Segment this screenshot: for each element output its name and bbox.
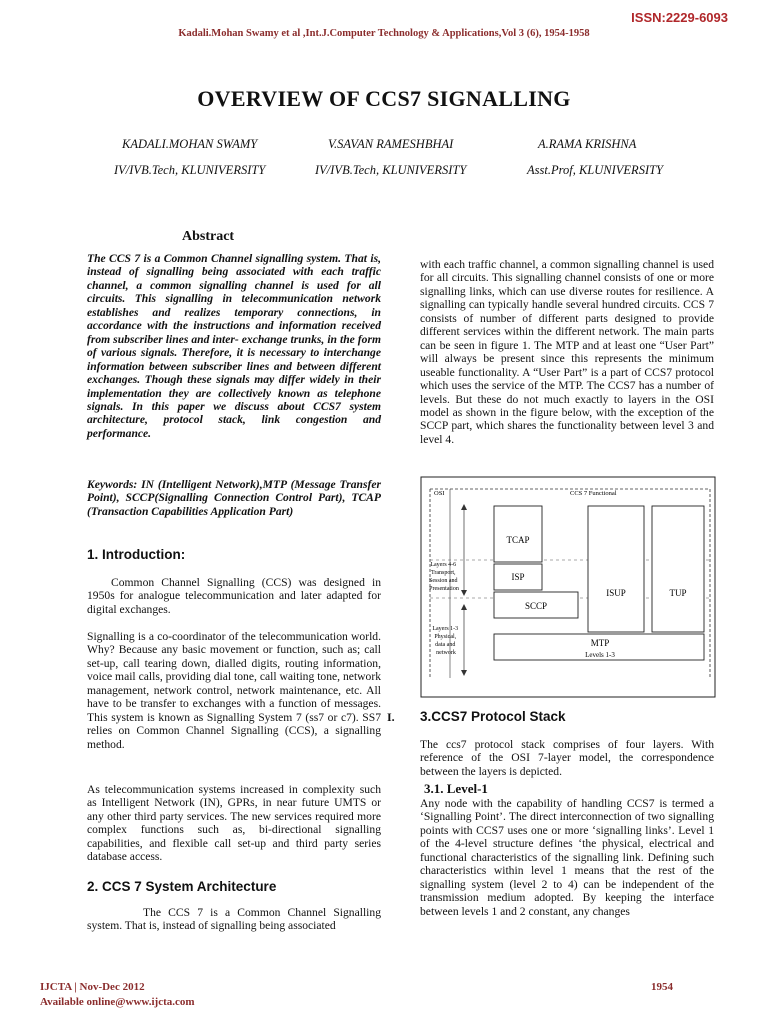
- section3-roman-numeral: I.: [387, 710, 395, 724]
- author-affiliation-1: IV/IVB.Tech, KLUNIVERSITY: [114, 163, 266, 177]
- layers13-line-3: data and: [435, 642, 456, 648]
- section2-heading: 2. CCS 7 System Architecture: [87, 879, 277, 894]
- tcap-box: [494, 506, 542, 562]
- abstract-text: The CCS 7 is a Common Channel signalling system. That is, instead of signalling being associated with each traffic channel, a common signalling channel is used for all circuits. This signalling in telecommunication network establishes and realizes temporary connections, in accordance with the instructions and information received from subscriber lines and inter- exchange trunks, in the form of various signals. Therefore, it is necessary to interchange information between subscriber lines and between different exchanges. Though these signals may differ widely in their implementation they are collectively known as telephone signals. In this paper we discuss about CCS7 system architecture, protocol stack, link congestion and performance.: [87, 252, 381, 440]
- paper-title: OVERVIEW OF CCS7 SIGNALLING: [197, 86, 571, 111]
- ccs7-osi-figure: [420, 476, 716, 698]
- layers46-line-1: Layers 4-6: [430, 562, 457, 568]
- footer-journal: IJCTA | Nov-Dec 2012: [40, 981, 145, 993]
- ccs7-functional-label: CCS 7 Functional: [570, 490, 617, 497]
- isup-box: [588, 506, 644, 632]
- mtp-levels-label: Levels 1-3: [585, 651, 615, 659]
- layers46-line-3: Session and: [429, 578, 458, 584]
- layers46-line-4: Presentation: [429, 586, 459, 592]
- sccp-label: SCCP: [524, 601, 548, 611]
- layers13-line-4: network: [436, 650, 456, 656]
- author-name-2: V.SAVAN RAMESHBHAI: [328, 137, 454, 151]
- intro-paragraph-3: As telecommunication systems increased in complexity such as Intelligent Network (IN), GPRs, in near future UMTS or any other third party services. The new services required more complex functions such as, bi-directional signalling capabilities, and flexible call set-up and third party series database access.: [87, 783, 381, 864]
- author-name-3: A.RAMA KRISHNA: [538, 137, 637, 151]
- tcap-label: TCAP: [506, 535, 530, 545]
- mtp-label: MTP: [590, 638, 610, 648]
- layers13-line-2: Physical,: [434, 634, 457, 640]
- author-affiliation-2: IV/IVB.Tech, KLUNIVERSITY: [315, 163, 467, 177]
- intro-paragraph-2: Signalling is a co-coordinator of the telecommunication world. Why? Because any basic movement or function, such as; call set-up, call tearing down, dialled digits, routing information, voice mail calls, providing dial tone, call waiting tone, network management, network control, network maintenance, etc. All have to be transfer to exchanges with a function of messages. This system is known as Signalling System 7 (ss7 or c7). SS7 relies on Common Channel Signalling (CCS), a signalling method.: [87, 630, 381, 751]
- isup-label: ISUP: [606, 588, 626, 598]
- level1-heading: 3.1. Level-1: [424, 781, 488, 796]
- tup-label: TUP: [669, 588, 687, 598]
- running-head: Kadali.Mohan Swamy et al ,Int.J.Computer Technology & Applications,Vol 3 (6), 1954-1958: [178, 28, 590, 39]
- issn-label: ISSN:2229-6093: [631, 10, 728, 25]
- abstract-heading: Abstract: [182, 229, 235, 244]
- isp-label: ISP: [511, 572, 525, 582]
- osi-label: OSI: [434, 490, 445, 497]
- keywords-text: Keywords: IN (Intelligent Network),MTP (Message Transfer Point), SCCP(Signalling Connection Control Part), TCAP (Transaction Capabilities Application Part): [87, 478, 381, 518]
- layers13-line-1: Layers 1-3: [432, 626, 459, 632]
- author-name-1: KADALI.MOHAN SWAMY: [122, 137, 258, 151]
- layers46-line-2: Transport,: [430, 570, 456, 576]
- footer-site[interactable]: Available online@www.ijcta.com: [40, 996, 195, 1008]
- footer-page-number: 1954: [651, 981, 673, 993]
- intro-paragraph-1: Common Channel Signalling (CCS) was designed in 1950s for analogue telecommunication and later adapted for digital exchanges.: [87, 576, 381, 616]
- tup-box: [652, 506, 704, 632]
- author-affiliation-3: Asst.Prof, KLUNIVERSITY: [527, 163, 664, 177]
- section3-paragraph-1: The ccs7 protocol stack comprises of four layers. With reference of the OSI 7-layer model, the correspondence between the layers is depicted.: [420, 738, 714, 778]
- section2-paragraph-start: The CCS 7 is a Common Channel Signalling system. That is, instead of signalling being associated: [87, 906, 381, 933]
- section2-paragraph-cont: with each traffic channel, a common signalling channel is used for all circuits. This signalling channel consists of one or more signalling links, which can use diverse routes for resilience. A signalling can typically handle several hundred circuits. CCS 7 consists of number of different parts designed to provide different services within the different network. The main parts can be seen in figure 1. The MTP and at least one “User Part” will always be present since this represents the minimum useable functionality. A “User Part” is a part of CCS7 protocol which uses the service of the MTP. The CCS7 has a number of levels. But these do not much exactly to layers in the OSI model as shown in the figure below, with the exception of the SCCP part, which shares the functionality between level 3 and level 4.: [420, 258, 714, 446]
- section3-heading: 3.CCS7 Protocol Stack: [420, 709, 566, 724]
- intro-heading: 1. Introduction:: [87, 547, 186, 562]
- level1-paragraph: Any node with the capability of handling CCS7 is termed a ‘Signalling Point’. The direct interconnection of two signalling points with CCS7 uses one or more ‘signalling links’. Level 1 of the 4-level structure defines ‘the physical, electrical and functional characteristics of the signalling link. Defining such characteristics within level 1 means that the rest of the signalling system (level 2 to 4) can be independent of the transmission medium adopted. By keeping the interface between levels 1 and 2 constant, any changes: [420, 797, 714, 918]
